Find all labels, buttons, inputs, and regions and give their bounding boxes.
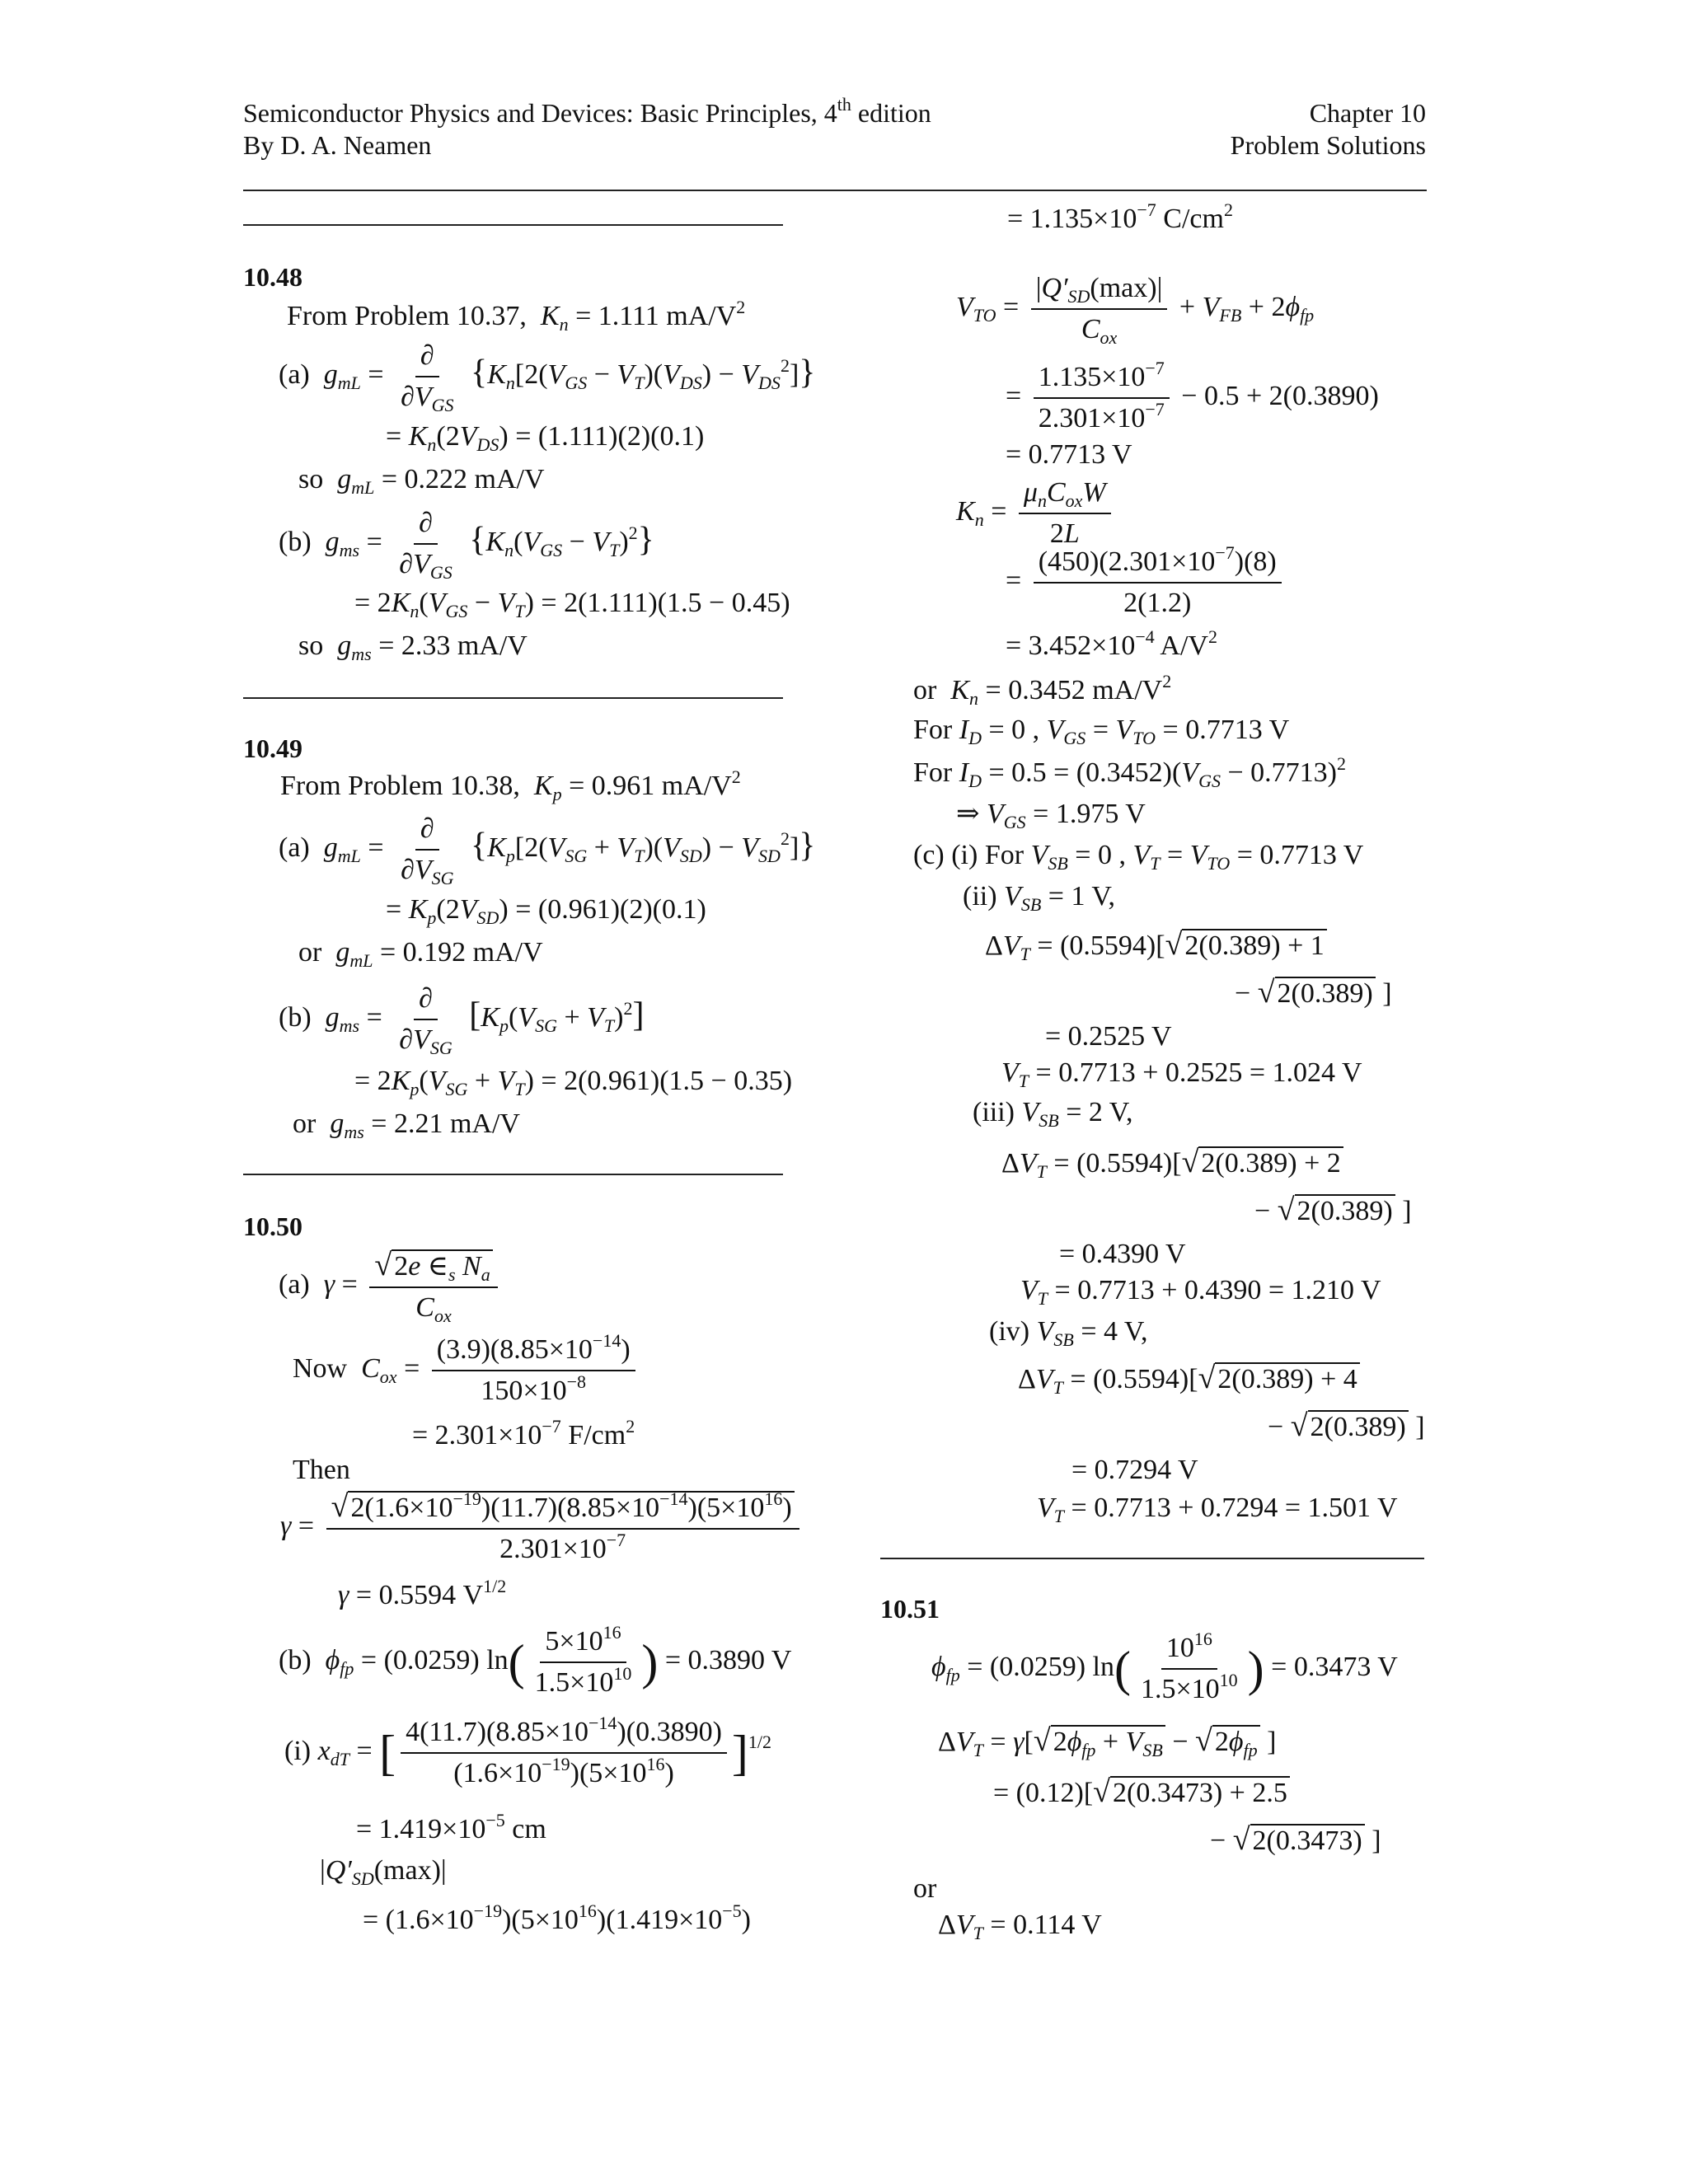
divider (243, 697, 783, 699)
or-label: or (913, 1873, 937, 1904)
problem-number: 10.49 (243, 733, 302, 763)
equation-line: = $\frac{(450)(2.301\times 10^{-7})(8)}{2(1.2)}$ (1006, 546, 1287, 620)
divider (243, 1174, 783, 1175)
result-line: = 0.4390 V (1059, 1239, 1186, 1269)
equation-line: (c) (i) For $V_{SB} = 0$ , $V_T = V_{TO} = 0.7713$ V (913, 840, 1364, 874)
problem-number: 10.51 (880, 1594, 940, 1624)
section-label: Problem Solutions (1230, 130, 1426, 160)
result-line: so $g_{mL} = 0.222$ mA/V (298, 464, 545, 498)
problem-number: 10.50 (243, 1212, 302, 1241)
result-line: so $g_{ms} = 2.33$ mA/V (298, 630, 528, 664)
divider (880, 1558, 1424, 1559)
equation-line: For $I_D = 0.5 = (0.3452)(V_{GS} - 0.7713)^2$ (913, 753, 1346, 791)
equation-line: − √2(0.389) ] (1254, 1193, 1412, 1227)
result-line: $V_T = 0.7713 + 0.2525 = 1.024$ V (1001, 1057, 1362, 1091)
result-line: = 0.7294 V (1071, 1455, 1198, 1485)
result-line: = $1.135\times 10^{-7}$ $C/cm^2$ (1007, 199, 1233, 234)
equation-line: (i) $x_{dT}$ = [ $\frac{4(11.7)(8.85\times 10^{-14})(0.3890)}{(1.6\times 10^{-19})(5\times 10^{16})}$ ]$^{1/2}$ (284, 1713, 771, 1788)
result-line: or $K_n = 0.3452$ $mA/V^2$ (913, 671, 1172, 709)
result-line: $V_T = 0.7713 + 0.4390 = 1.210$ V (1020, 1275, 1381, 1309)
equation-line: (a) $g_{mL}$ = $\frac{\partial}{\partial V_{SG}}$ $\{K_p[2(V_{SG} + V_T)(V_{SD}) - V_{SD}^2]\}$ (279, 813, 816, 888)
equation-line: For $I_D = 0$ , $V_{GS} = V_{TO} = 0.7713$ V (913, 715, 1290, 748)
equation-line: $K_n$ = $\frac{\mu_nC_{ox}W}{2L}$ (956, 476, 1116, 551)
equation-line: γ = $\frac{√2(1.6\times 10^{-19})(11.7)(8.85\times 10^{-14})(5\times 10^{16})}{2.301\times 10^{-7}}$ (280, 1490, 804, 1566)
divider (243, 224, 783, 226)
equation-line: − √2(0.3473) ] (1210, 1822, 1381, 1857)
equation-line: $\Delta V_T = (0.5594)[√2(0.389) + 2$ (1001, 1146, 1343, 1180)
equation-line: (b) $\phi_{fp} = (0.0259)$ ln( $\frac{5\times 10^{16}}{1.5\times 10^{10}}$ ) = 0.3890 V (279, 1622, 792, 1698)
result-line: = $2.301\times 10^{-7}$ $F/cm^2$ (412, 1416, 635, 1451)
problem-number: 10.48 (243, 262, 302, 292)
equation-line: = $2K_p(V_{SG} + V_T) = 2(0.961)(1.5 - 0.35)$ (354, 1066, 793, 1099)
result-line: = $1.419\times 10^{-5}$ cm (356, 1810, 546, 1844)
equation-line: = $2K_n(V_{GS} - V_T) = 2(1.111)(1.5 - 0.45)$ (354, 588, 790, 621)
equation-line: (b) $g_{ms}$ = $\frac{\partial}{\partial V_{GS}}$ $\{K_n(V_{GS} - V_T)^2\}$ (279, 508, 654, 583)
equation-line: (iv) $V_{SB} = 4$ V, (989, 1316, 1148, 1350)
result-line: $\Delta V_T = 0.114$ V (938, 1910, 1102, 1943)
equation-line: $V_{TO}$ = $\frac{|Q'_{SD}(\max)|}{C_{ox}}$ + $V_{FB} + 2\phi_{fp}$ (956, 273, 1315, 348)
equation-line: (b) $g_{ms}$ = $\frac{\partial}{\partial V_{SG}}$ $[K_p(V_{SG} + V_T)^2]$ (279, 983, 645, 1058)
equation-line: $\Delta V_T = (0.5594)[√2(0.389) + 4$ (1018, 1361, 1360, 1396)
equation-line: $\Delta V_T = \gamma[√2\phi_{fp} + V_{SB} - √2\phi_{fp}$ ] (938, 1723, 1277, 1760)
equation-line: (iii) $V_{SB} = 2$ V, (973, 1097, 1133, 1131)
result-line: γ = 0.5594 $V^{1/2}$ (338, 1576, 507, 1610)
book-author: By D. A. Neamen (243, 130, 432, 160)
equation-line: − √2(0.389) ] (1235, 975, 1392, 1010)
result-line: or $g_{ms} = 2.21$ mA/V (293, 1108, 520, 1142)
equation-line: (a) γ = $\frac{√2e \in_s N_a}{C_{ox}}$ (279, 1249, 503, 1324)
equation-line: Now $C_{ox}$ = $\frac{(3.9)(8.85\times 10^{-14})}{150\times 10^{-8}}$ (293, 1333, 640, 1408)
problem-intro: From Problem 10.38, $K_p = 0.961$ $mA/V^2$ (280, 766, 741, 804)
header-rule (243, 190, 1427, 191)
equation-line: − √2(0.389) ] (1268, 1408, 1425, 1443)
equation-line: = (0.12)[√2(0.3473) + 2.5 (993, 1775, 1290, 1810)
result-line: = 0.2525 V (1045, 1021, 1172, 1052)
equation-line: (ii) $V_{SB} = 1$ V, (963, 881, 1116, 915)
problem-intro: From Problem 10.37, $K_n = 1.111$ $mA/V^2$ (287, 297, 746, 335)
equation-line: = $K_p(2V_{SD}) = (0.961)(2)(0.1)$ (386, 894, 706, 928)
equation-line: (a) $g_{mL}$ = $\frac{\partial}{\partial V_{GS}}$ $\{K_n[2(V_{GS} - V_T)(V_{DS}) - V_{DS}^2]\}$ (279, 340, 816, 415)
equation-line: $\Delta V_T = (0.5594)[√2(0.389) + 1$ (985, 928, 1327, 963)
equation-line: $|Q'_{SD}(\max)|$ (320, 1855, 447, 1889)
book-title: Semiconductor Physics and Devices: Basic Principles, 4th edition (243, 94, 931, 128)
equation-line: = $\frac{1.135\times 10^{-7}}{2.301\times 10^{-7}}$ − 0.5 + 2(0.3890) (1006, 358, 1379, 434)
equation-line: = $(1.6\times 10^{-19})(5\times 10^{16})(1.419\times 10^{-5})$ (363, 1900, 751, 1935)
equation-line: = $K_n(2V_{DS}) = (1.111)(2)(0.1)$ (386, 421, 705, 455)
result-line: = 0.7713 V (1006, 439, 1132, 470)
result-line: ⇒ $V_{GS} = 1.975$ V (956, 799, 1146, 832)
result-line: $V_T = 0.7713 + 0.7294 = 1.501$ V (1037, 1493, 1398, 1526)
equation-line: $\phi_{fp} = (0.0259)$ ln( $\frac{10^{16}}{1.5\times 10^{10}}$ ) = 0.3473 V (931, 1629, 1398, 1704)
result-line: = $3.452\times 10^{-4}$ $A/V^2$ (1006, 626, 1217, 661)
chapter-label: Chapter 10 (1309, 98, 1426, 128)
result-line: or $g_{mL} = 0.192$ mA/V (298, 937, 543, 971)
then-label: Then (293, 1455, 350, 1485)
